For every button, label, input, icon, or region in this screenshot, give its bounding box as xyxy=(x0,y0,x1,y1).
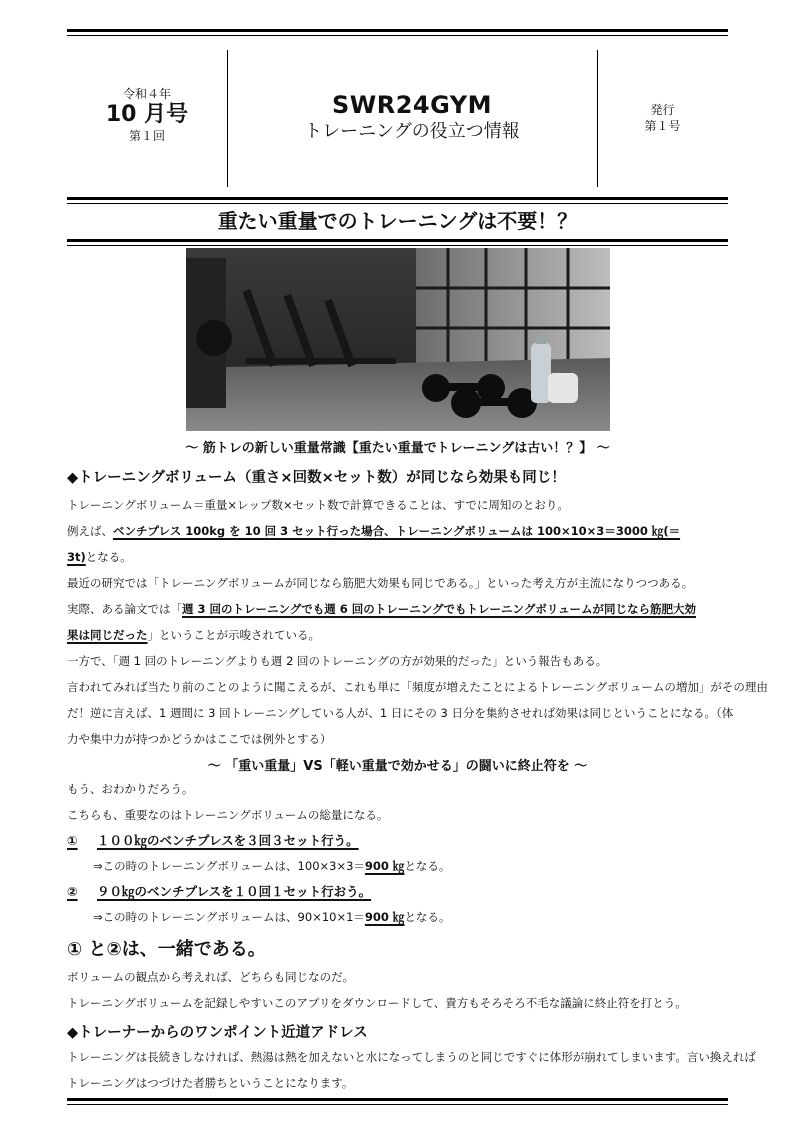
issue-era: 令和４年 xyxy=(122,87,171,101)
title-box xyxy=(227,90,597,144)
research-statement: 最近の研究では「トレーニングボリュームが同じなら筋肥大効果も同じである。」といった考え方が主流になりつつある。 xyxy=(67,576,694,590)
item-1-text: １００㎏のベンチプレスを３回３セット行う。 xyxy=(96,833,359,848)
item-2-text: ９０㎏のベンチプレスを１０回１セット行おう。 xyxy=(96,884,372,899)
photo-caption: ～ 筋トレの新しい重量常識【重たい重量でトレーニングは古い！？】 ～ xyxy=(185,441,610,456)
bench-example-line xyxy=(67,523,728,539)
example-item-2 xyxy=(67,884,728,900)
top-rule xyxy=(67,29,728,36)
item-2-calc-value: 900 ㎏ xyxy=(364,910,405,924)
example-item-1 xyxy=(67,833,728,849)
paper-claim-emphasis-end: 果は同じだった xyxy=(67,628,148,642)
newsletter-title: SWR24GYM xyxy=(331,91,493,119)
volume-definition: トレーニングボリューム＝重量×レップ数×セット数で計算できることは、すでに周知のとおり。 xyxy=(67,498,569,512)
item-1-calculation xyxy=(93,858,728,874)
section-volume-heading: ◆トレーニングボリューム（重さ×回数×セット数）が同じなら効果も同じ！ xyxy=(67,470,566,486)
bench-example-emphasis-end: 3t) xyxy=(67,550,86,564)
bottom-rule xyxy=(67,1098,728,1105)
headline: 重たい重量でのトレーニングは不要！？ xyxy=(217,209,578,233)
trainer-tip-line-1: トレーニングは長続きしなければ、熱湯は熱を加えないと水になってしまうのと同じですぐに体形が崩れてしまいます。言い換えれば xyxy=(67,1050,756,1064)
frequency-explanation-3: 力や集中力が持つかどうかはここでは例外とする） xyxy=(67,732,332,746)
item-2-number: ② xyxy=(67,884,78,899)
item-2-calc-pre: ⇒この時のトレーニングボリュームは、90×10×1＝ xyxy=(93,910,365,924)
bench-example-emphasis: ベンチプレス 100kg を 10 回 3 セット行った場合、トレーニングボリュームは 100×10×3＝3000 ㎏(＝ xyxy=(113,524,681,538)
publication-label: 発行 xyxy=(650,103,675,117)
publication-box xyxy=(597,102,728,134)
paper-claim-emphasis: 週 3 回のトレーニングでも週 6 回のトレーニングでもトレーニングボリュームが同じなら筋肥大効 xyxy=(182,602,696,616)
paper-claim-line2 xyxy=(67,627,728,643)
app-download-call: トレーニングボリュームを記録しやすいこのアプリをダウンロードして、貴方もそろそろ不毛な議論に終止符を打とう。 xyxy=(67,996,687,1010)
trainer-tip-line-2: トレーニングはつづけた者勝ちということになります。 xyxy=(67,1076,354,1090)
publication-number: 第１号 xyxy=(644,119,681,133)
item-1-number: ① xyxy=(67,833,78,848)
paper-claim-pre: 実際、ある論文では「 xyxy=(67,602,182,616)
issue-number: 第１回 xyxy=(128,129,165,143)
paper-claim-line xyxy=(67,601,728,617)
volume-viewpoint: ボリュームの観点から考えれば、どちらも同じなのだ。 xyxy=(67,970,355,984)
bench-example-line2 xyxy=(67,549,728,565)
frequency-report: 一方で、「週 1 回のトレーニングよりも週 2 回のトレーニングの方が効果的だった」という報告もある。 xyxy=(67,654,608,668)
bench-example-pre: 例えば、 xyxy=(67,524,113,538)
conclusion-lead: もう、おわかりだろう。 xyxy=(67,782,194,796)
heavy-vs-light-caption: ～ 「重い重量」VS「軽い重量で効かせる」の闘いに終止符を ～ xyxy=(207,759,588,774)
masthead xyxy=(67,50,728,187)
paper-claim-post: 」ということが示唆されている。 xyxy=(147,628,320,642)
item-2-calc-post: となる。 xyxy=(404,910,451,924)
bench-example-post: となる。 xyxy=(85,550,132,564)
item-2-calculation xyxy=(93,909,728,925)
headline-rule-top xyxy=(67,197,728,204)
total-volume-statement: こちらも、重要なのはトレーニングボリュームの総量になる。 xyxy=(67,808,389,822)
issue-box xyxy=(67,86,227,144)
gym-dumbbell-photo xyxy=(186,248,610,431)
frequency-explanation-1: 言われてみれば当たり前のことのように聞こえるが、これも単に「頻度が増えたことによるトレーニングボリュームの増加」がその理由 xyxy=(67,680,768,694)
newsletter-subtitle: トレーニングの役立つ情報 xyxy=(304,121,520,142)
issue-month: 10 月号 xyxy=(105,102,189,127)
item-1-calc-value: 900 ㎏ xyxy=(364,859,405,873)
headline-rule-bottom xyxy=(67,239,728,246)
frequency-explanation-2: だ！逆に言えば、1 週間に 3 回トレーニングしている人が、1 日にその 3 日分を集約させれば効果は同じということになる。（体 xyxy=(67,706,734,720)
trainer-tip-heading: ◆トレーナーからのワンポイント近道アドレス xyxy=(67,1025,368,1041)
conclusion-heading: ① と②は、一緒である。 xyxy=(67,939,266,960)
item-1-calc-pre: ⇒この時のトレーニングボリュームは、100×3×3＝ xyxy=(93,859,365,873)
item-1-calc-post: となる。 xyxy=(404,859,451,873)
